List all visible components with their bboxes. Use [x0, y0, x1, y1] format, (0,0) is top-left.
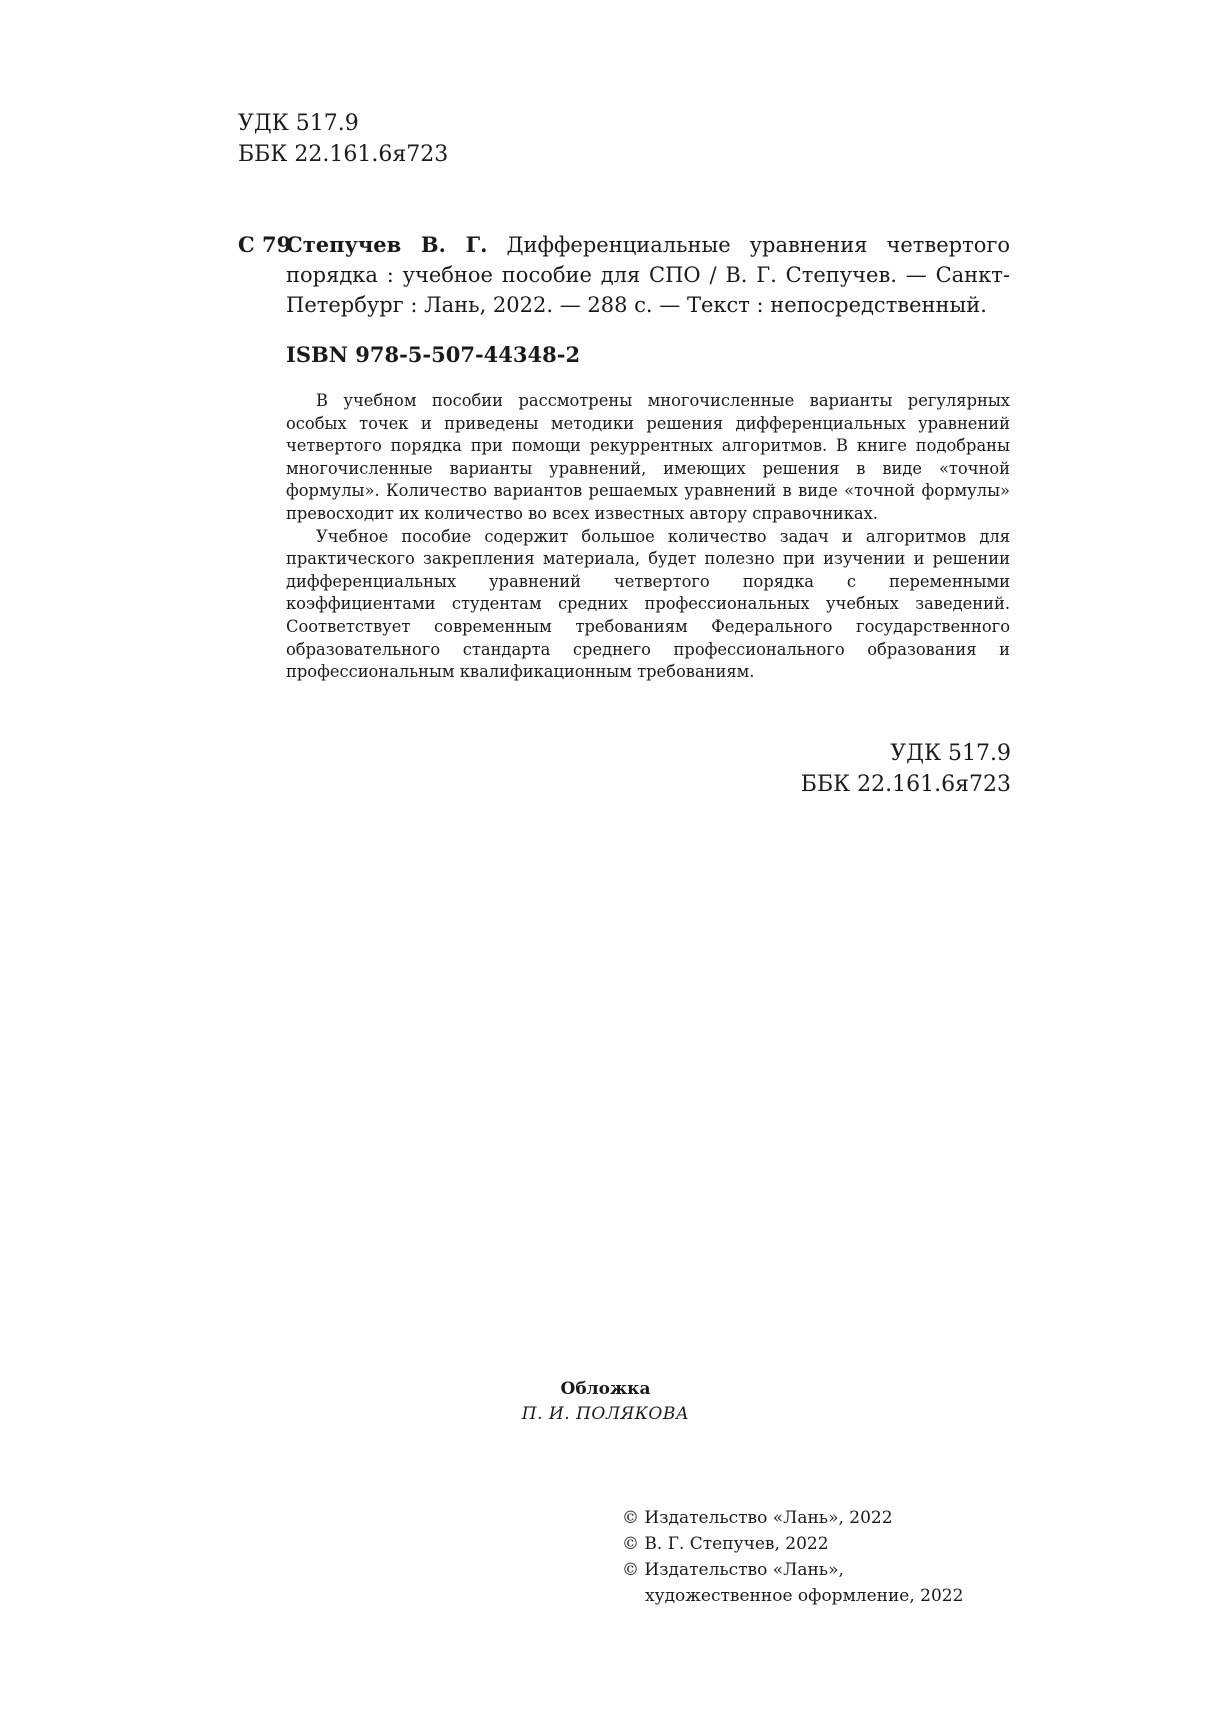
isbn: ISBN 978-5-507-44348-2	[286, 342, 581, 367]
annotation-paragraph: Учебное пособие содержит большое количество задач и алгоритмов для практического закрепления материала, будет полезно при изучении и решении дифференциальных уравнений четвертого порядка с переменными коэффициентами студентам средних профессиональных учебных заведений. Соответствует современным требованиям Федерального государственного образовательного стандарта среднего профессионального образования и профессиональным квалификационным требованиям.	[286, 526, 1010, 682]
copyright-line: © В. Г. Степучев, 2022	[622, 1534, 829, 1554]
cover-designer: П. И. ПОЛЯКОВА	[521, 1404, 690, 1424]
cover-credit	[0, 1377, 1211, 1427]
cover-label: Обложка	[560, 1379, 651, 1399]
udk-code: УДК 517.9	[238, 111, 359, 136]
bbk-code: ББК 22.161.6я723	[800, 772, 1011, 797]
author-name: Степучев В. Г.	[286, 232, 488, 257]
copyright-line: © Издательство «Лань»,	[622, 1560, 844, 1580]
udk-code: УДК 517.9	[890, 741, 1011, 766]
annotation	[286, 390, 1010, 684]
author-mark: С 79	[238, 232, 292, 257]
copyright-line: © Издательство «Лань», 2022	[622, 1508, 893, 1528]
bibliographic-record	[238, 230, 1010, 320]
annotation-paragraph: В учебном пособии рассмотрены многочисленные варианты регулярных особых точек и приведены методики решения дифференциальных уравнений четвертого порядка при помощи рекуррентных алгоритмов. В книге подобраны многочисленные варианты уравнений, имеющих решения в виде «точной формулы». Количество вариантов решаемых уравнений в виде «точной формулы» превосходит их количество во всех известных автору справочниках.	[286, 391, 1010, 523]
classification-bottom	[801, 738, 1011, 800]
book-description: Дифференциальные уравнения четвертого порядка : учебное пособие для СПО / В. Г. Степучев. — Санкт-Петербург : Лань, 2022. — 288 с. — Текст : непосредственный.	[286, 233, 1011, 317]
copyright-line: художественное оформление, 2022	[645, 1586, 964, 1606]
bibliographic-description	[286, 230, 1010, 320]
classification-top	[238, 108, 448, 170]
copyright-block	[622, 1505, 963, 1609]
bbk-code: ББК 22.161.6я723	[238, 142, 449, 167]
